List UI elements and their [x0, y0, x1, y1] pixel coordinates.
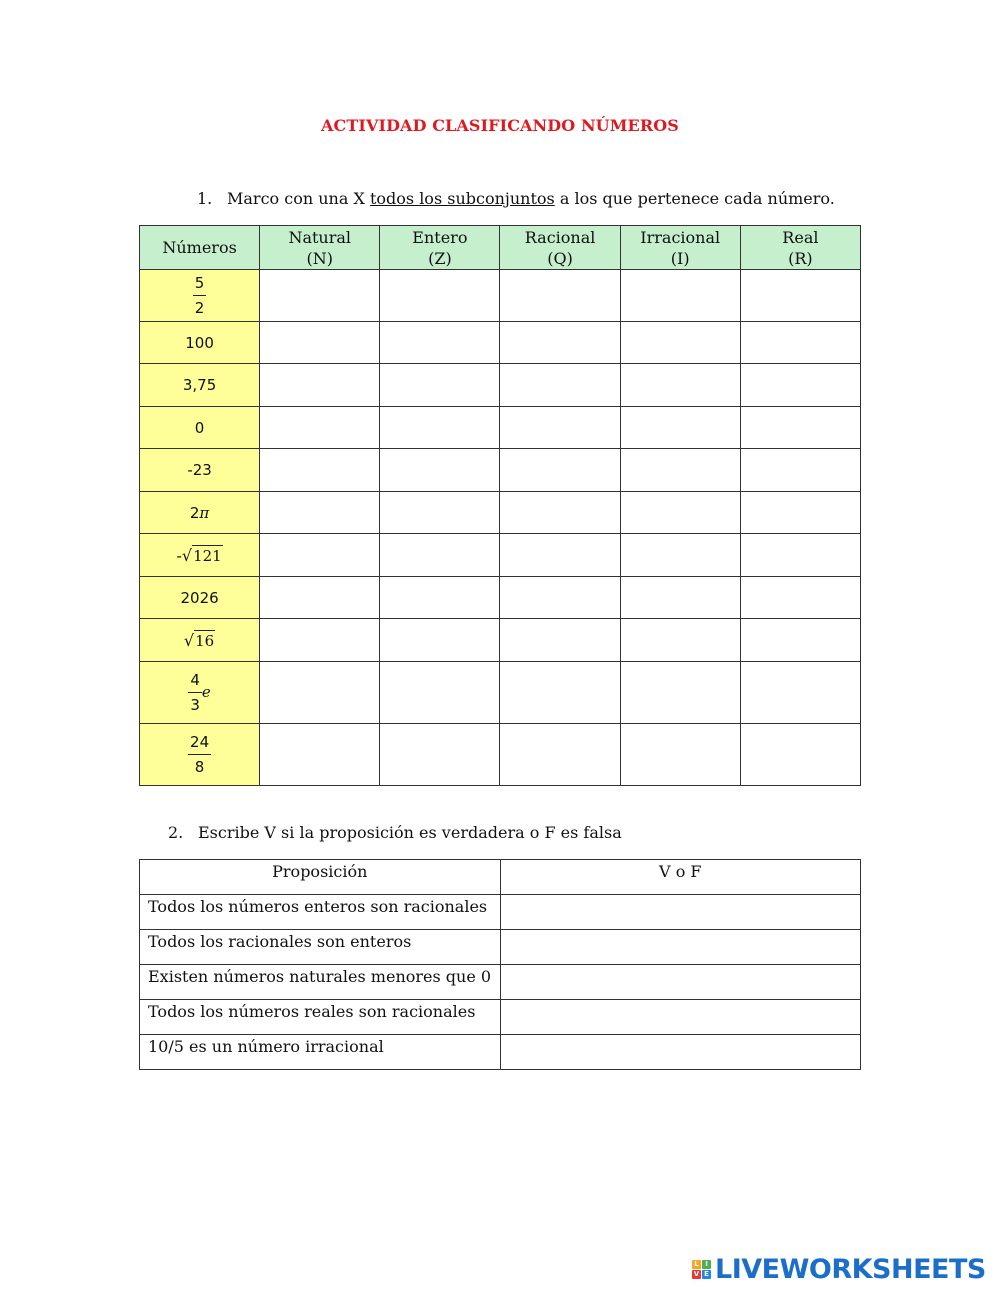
answer-cell-natural[interactable]: [260, 270, 380, 322]
answer-cell-natural[interactable]: [260, 449, 380, 492]
propositions-table: [139, 859, 861, 1070]
answer-cell-racional[interactable]: [500, 364, 620, 407]
answer-cell-racional[interactable]: [500, 270, 620, 322]
table-row: [140, 577, 861, 619]
table-row: [140, 270, 861, 322]
fraction: $\frac{24}{8}$: [190, 733, 210, 776]
table-row: [140, 1000, 861, 1035]
header-entero: Entero (Z): [380, 226, 500, 270]
table-row: [140, 492, 861, 534]
table-row: [140, 1035, 861, 1070]
answer-cell-v-o-f[interactable]: [500, 1035, 860, 1070]
answer-cell-racional[interactable]: [500, 449, 620, 492]
answer-cell-entero[interactable]: [380, 449, 500, 492]
answer-cell-real[interactable]: [740, 492, 860, 534]
instruction-text-before: Marco con una X: [227, 189, 365, 208]
coefficient: 2: [189, 503, 200, 522]
fraction: $\frac{4}{3}$: [190, 671, 200, 714]
answer-cell-irracional[interactable]: [620, 619, 740, 662]
table-row: [140, 449, 861, 492]
answer-cell-real[interactable]: [740, 577, 860, 619]
answer-cell-entero[interactable]: [380, 724, 500, 786]
answer-cell-irracional[interactable]: [620, 449, 740, 492]
answer-cell-racional[interactable]: [500, 322, 620, 364]
answer-cell-v-o-f[interactable]: [500, 895, 860, 930]
answer-cell-natural[interactable]: [260, 407, 380, 449]
answer-cell-real[interactable]: [740, 724, 860, 786]
answer-cell-natural[interactable]: [260, 724, 380, 786]
number-cell: [140, 619, 260, 662]
liveworksheets-logo: [692, 1254, 986, 1284]
answer-cell-natural[interactable]: [260, 322, 380, 364]
header-numeros: Números: [140, 226, 260, 270]
proposition-text: Existen números naturales menores que 0: [140, 965, 501, 1000]
logo-mark-letter: L: [692, 1260, 701, 1269]
answer-cell-irracional[interactable]: [620, 407, 740, 449]
logo-mark-letter: I: [702, 1260, 711, 1269]
table-row: [140, 930, 861, 965]
answer-cell-natural[interactable]: [260, 492, 380, 534]
answer-cell-irracional[interactable]: [620, 322, 740, 364]
answer-cell-entero[interactable]: [380, 407, 500, 449]
proposition-text: Todos los números enteros son racionales: [140, 895, 501, 930]
answer-cell-v-o-f[interactable]: [500, 965, 860, 1000]
answer-cell-real[interactable]: [740, 407, 860, 449]
proposition-text: 10/5 es un número irracional: [140, 1035, 501, 1070]
table-row: [140, 322, 861, 364]
instruction-text-after: a los que pertenece cada número.: [559, 189, 835, 208]
answer-cell-irracional[interactable]: [620, 534, 740, 577]
answer-cell-v-o-f[interactable]: [500, 1000, 860, 1035]
logo-text: LIVEWORKSHEETS: [715, 1253, 986, 1285]
table-row: [140, 364, 861, 407]
answer-cell-natural[interactable]: [260, 364, 380, 407]
header-natural: Natural (N): [260, 226, 380, 270]
number-cell: 100: [140, 322, 260, 364]
answer-cell-entero[interactable]: [380, 619, 500, 662]
answer-cell-irracional[interactable]: [620, 662, 740, 724]
number-cell: [140, 724, 260, 786]
answer-cell-irracional[interactable]: [620, 270, 740, 322]
answer-cell-natural[interactable]: [260, 577, 380, 619]
answer-cell-real[interactable]: [740, 270, 860, 322]
number-cell: 2026: [140, 577, 260, 619]
instruction-1: [197, 189, 835, 208]
minus-sign: -: [176, 547, 182, 565]
instruction-2: [168, 823, 622, 842]
number-cell: 0: [140, 407, 260, 449]
answer-cell-real[interactable]: [740, 364, 860, 407]
answer-cell-entero[interactable]: [380, 322, 500, 364]
answer-cell-real[interactable]: [740, 662, 860, 724]
header-v-o-f: V o F: [500, 860, 860, 895]
instruction-text: Escribe V si la proposición es verdadera o F es falsa: [198, 823, 622, 842]
pi-symbol: π: [199, 503, 210, 522]
table-row: [140, 895, 861, 930]
proposition-text: Todos los números reales son racionales: [140, 1000, 501, 1035]
answer-cell-racional[interactable]: [500, 662, 620, 724]
answer-cell-entero[interactable]: [380, 270, 500, 322]
answer-cell-racional[interactable]: [500, 534, 620, 577]
answer-cell-racional[interactable]: [500, 407, 620, 449]
square-root: √ 121: [181, 546, 222, 565]
number-cell: [140, 534, 260, 577]
header-real: Real (R): [740, 226, 860, 270]
fraction: $\frac{5}{2}$: [194, 274, 205, 317]
answer-cell-real[interactable]: [740, 449, 860, 492]
answer-cell-natural[interactable]: [260, 662, 380, 724]
header-row: [140, 860, 861, 895]
answer-cell-v-o-f[interactable]: [500, 930, 860, 965]
instruction-number: 2.: [168, 823, 184, 842]
answer-cell-racional[interactable]: [500, 619, 620, 662]
table-row: [140, 407, 861, 449]
answer-cell-irracional[interactable]: [620, 492, 740, 534]
instruction-number: 1.: [197, 189, 213, 208]
answer-cell-racional[interactable]: [500, 724, 620, 786]
answer-cell-real[interactable]: [740, 322, 860, 364]
answer-cell-entero[interactable]: [380, 577, 500, 619]
answer-cell-entero[interactable]: [380, 534, 500, 577]
answer-cell-racional[interactable]: [500, 577, 620, 619]
answer-cell-entero[interactable]: [380, 492, 500, 534]
classification-table: [139, 225, 861, 786]
instruction-underlined-text: todos los subconjuntos: [369, 189, 555, 208]
table-row: [140, 662, 861, 724]
answer-cell-real[interactable]: [740, 534, 860, 577]
answer-cell-irracional[interactable]: [620, 577, 740, 619]
number-cell: [140, 270, 260, 322]
answer-cell-racional[interactable]: [500, 492, 620, 534]
number-cell: [140, 662, 260, 724]
answer-cell-entero[interactable]: [380, 364, 500, 407]
answer-cell-natural[interactable]: [260, 619, 380, 662]
number-cell: -23: [140, 449, 260, 492]
header-racional: Racional (Q): [500, 226, 620, 270]
table-row: [140, 619, 861, 662]
page-title: ACTIVIDAD CLASIFICANDO NÚMEROS: [321, 116, 679, 135]
logo-mark-letter: V: [693, 1269, 700, 1278]
proposition-text: Todos los racionales son enteros: [140, 930, 501, 965]
number-cell: 3,75: [140, 364, 260, 407]
table-row: [140, 534, 861, 577]
logo-mark-letter: E: [702, 1270, 711, 1279]
table-row: [140, 724, 861, 786]
header-proposicion: Proposición: [140, 860, 501, 895]
answer-cell-natural[interactable]: [260, 534, 380, 577]
answer-cell-entero[interactable]: [380, 662, 500, 724]
table-row: [140, 965, 861, 1000]
square-root: √ 16: [183, 631, 215, 650]
number-cell: [140, 492, 260, 534]
logo-mark-icon: [692, 1260, 711, 1279]
answer-cell-irracional[interactable]: [620, 364, 740, 407]
e-symbol: e: [201, 683, 211, 701]
answer-cell-real[interactable]: [740, 619, 860, 662]
header-row: [140, 226, 861, 270]
header-irracional: Irracional (I): [620, 226, 740, 270]
answer-cell-irracional[interactable]: [620, 724, 740, 786]
